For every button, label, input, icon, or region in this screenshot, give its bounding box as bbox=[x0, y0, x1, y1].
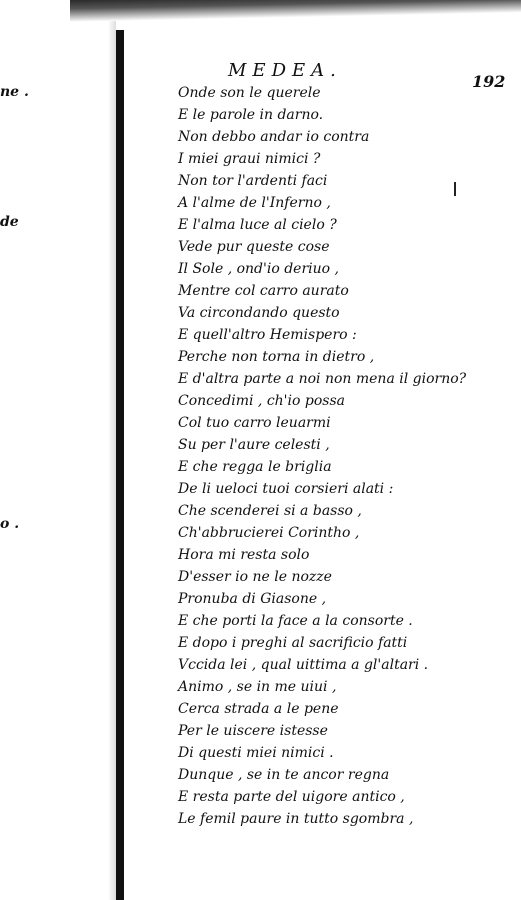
page-top-edge bbox=[70, 0, 521, 22]
verse-line: Onde son le querele bbox=[178, 85, 321, 101]
verse-line: Concedimi , ch'io possa bbox=[178, 393, 345, 409]
verse-line: Hora mi resta solo bbox=[178, 547, 310, 563]
verse-line: Ch'abbrucierei Corintho , bbox=[178, 525, 360, 541]
verse-line: Perche non torna in dietro , bbox=[178, 349, 375, 365]
verse-line: Col tuo carro leuarmi bbox=[178, 415, 331, 431]
verse-line: E quell'altro Hemispero : bbox=[178, 327, 357, 343]
verse-line: Di questi miei nimici . bbox=[178, 745, 334, 761]
verse-line: E che porti la face a la consorte . bbox=[178, 613, 413, 629]
verse-line: Per le uiscere istesse bbox=[178, 723, 328, 739]
verse-line: E l'alma luce al cielo ? bbox=[178, 217, 337, 233]
verse-line: Non tor l'ardenti faci bbox=[178, 173, 328, 189]
running-head: MEDEA. bbox=[228, 60, 342, 81]
verse-line: De li ueloci tuoi corsieri alati : bbox=[178, 481, 394, 497]
verse-line: Su per l'aure celesti , bbox=[178, 437, 330, 453]
verse-line: Pronuba di Giasone , bbox=[178, 591, 327, 607]
verse-line: E le parole in darno. bbox=[178, 107, 324, 123]
verse-line: Animo , se in me uiui , bbox=[178, 679, 337, 695]
left-page-fragment: de bbox=[0, 214, 19, 230]
verse-line: Le femil paure in tutto sgombra , bbox=[178, 811, 414, 827]
verse-line: D'esser io ne le nozze bbox=[178, 569, 332, 585]
verse-line: E che regga le briglia bbox=[178, 459, 332, 475]
verse-line: Non debbo andar io contra bbox=[178, 129, 370, 145]
verse-line: Vede pur queste cose bbox=[178, 239, 330, 255]
verse-line: E dopo i preghi al sacrificio fatti bbox=[178, 635, 408, 651]
verse-line: I miei graui nimici ? bbox=[178, 151, 321, 167]
verse-line: Va circondando questo bbox=[178, 305, 340, 321]
verse-text bbox=[178, 82, 466, 830]
page-number: 192 bbox=[472, 72, 506, 91]
page-gutter-shadow bbox=[108, 20, 116, 900]
left-page-fragment: ne . bbox=[0, 84, 29, 100]
verse-line: A l'alme de l'Inferno , bbox=[178, 195, 331, 211]
left-page-fragment: o . bbox=[0, 516, 20, 532]
verse-line: Vccida lei , qual uittima a gl'altari . bbox=[178, 657, 429, 673]
verse-line: Mentre col carro aurato bbox=[178, 283, 349, 299]
verse-line: Che scenderei si a basso , bbox=[178, 503, 362, 519]
verse-line: E resta parte del uigore antico , bbox=[178, 789, 405, 805]
book-gutter bbox=[116, 30, 124, 900]
verse-line: E d'altra parte a noi non mena il giorno? bbox=[178, 371, 467, 387]
verse-line: Il Sole , ond'io deriuo , bbox=[178, 261, 339, 277]
verse-line: Dunque , se in te ancor regna bbox=[178, 767, 390, 783]
verse-line: Cerca strada a le pene bbox=[178, 701, 339, 717]
